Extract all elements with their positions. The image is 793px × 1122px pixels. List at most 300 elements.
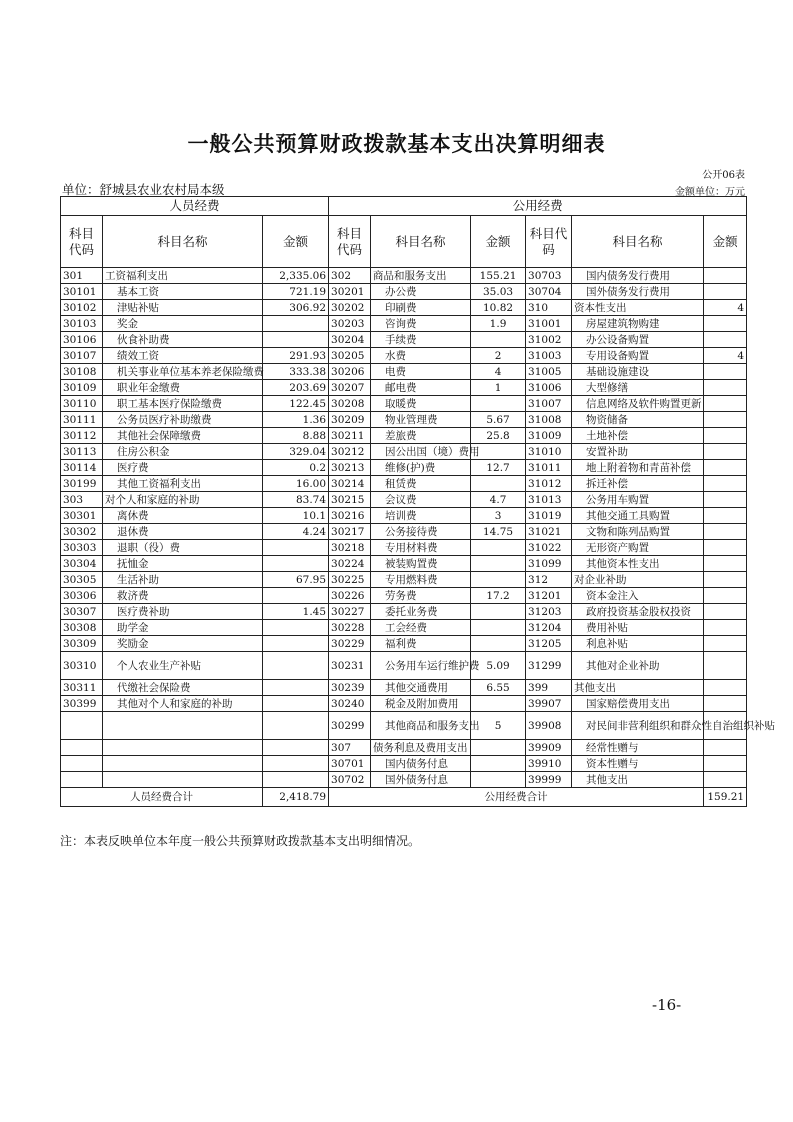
subject-code-cell: 30310 bbox=[61, 652, 103, 680]
amount-cell bbox=[704, 428, 747, 444]
table-row bbox=[61, 268, 747, 284]
subject-code-cell: 30213 bbox=[329, 460, 371, 476]
subject-name-cell: 其他交通费用 bbox=[371, 680, 471, 696]
amount-cell: 8.88 bbox=[263, 428, 329, 444]
subject-name-cell: 国家赔偿费用支出 bbox=[572, 696, 704, 712]
column-header-code: 科目代码 bbox=[526, 216, 572, 268]
subject-name-cell bbox=[103, 740, 263, 756]
subject-code-cell: 30701 bbox=[329, 756, 371, 772]
column-header-amount: 金额 bbox=[704, 216, 747, 268]
amount-cell bbox=[704, 380, 747, 396]
amount-cell bbox=[263, 652, 329, 680]
amount-cell bbox=[471, 540, 526, 556]
amount-cell: 5.09 bbox=[471, 652, 526, 680]
column-header-code: 科目代码 bbox=[329, 216, 371, 268]
unit-label: 单位：舒城县农业农村局本级 bbox=[62, 182, 225, 197]
column-header-name: 科目名称 bbox=[572, 216, 704, 268]
subject-code-cell: 31203 bbox=[526, 604, 572, 620]
subject-name-cell: 拆迁补偿 bbox=[572, 476, 704, 492]
amount-cell: 329.04 bbox=[263, 444, 329, 460]
amount-cell bbox=[704, 696, 747, 712]
form-number: 公开06表 bbox=[702, 170, 745, 181]
subject-code-cell: 301 bbox=[61, 268, 103, 284]
subject-name-cell: 其他社会保障缴费 bbox=[103, 428, 263, 444]
subject-code-cell: 30106 bbox=[61, 332, 103, 348]
subject-code-cell: 30110 bbox=[61, 396, 103, 412]
subject-code-cell: 31005 bbox=[526, 364, 572, 380]
subject-code-cell: 31299 bbox=[526, 652, 572, 680]
subject-code-cell: 30212 bbox=[329, 444, 371, 460]
table-row bbox=[61, 284, 747, 300]
subject-code-cell: 31008 bbox=[526, 412, 572, 428]
subject-code-cell: 30114 bbox=[61, 460, 103, 476]
subject-code-cell: 30204 bbox=[329, 332, 371, 348]
amount-cell: 4 bbox=[704, 300, 747, 316]
subject-name-cell: 公务接待费 bbox=[371, 524, 471, 540]
table-row bbox=[61, 380, 747, 396]
subject-name-cell: 资本性赠与 bbox=[572, 756, 704, 772]
amount-cell: 291.93 bbox=[263, 348, 329, 364]
subject-name-cell: 对民间非营利组织和群众性自治组织补贴 bbox=[572, 712, 704, 740]
column-header-name: 科目名称 bbox=[103, 216, 263, 268]
subject-code-cell: 302 bbox=[329, 268, 371, 284]
amount-cell: 122.45 bbox=[263, 396, 329, 412]
amount-cell bbox=[704, 476, 747, 492]
table-row bbox=[61, 712, 747, 740]
amount-cell bbox=[704, 636, 747, 652]
subject-code-cell: 30308 bbox=[61, 620, 103, 636]
subject-code-cell: 30229 bbox=[329, 636, 371, 652]
amount-cell bbox=[471, 772, 526, 788]
amount-cell bbox=[704, 756, 747, 772]
personnel-total-amount: 2,418.79 bbox=[263, 788, 329, 807]
subject-name-cell: 信息网络及软件购置更新 bbox=[572, 396, 704, 412]
table-row bbox=[61, 540, 747, 556]
subject-code-cell: 399 bbox=[526, 680, 572, 696]
subject-name-cell: 退职（役）费 bbox=[103, 540, 263, 556]
subject-code-cell: 30227 bbox=[329, 604, 371, 620]
subject-name-cell: 其他工资福利支出 bbox=[103, 476, 263, 492]
subject-name-cell: 机关事业单位基本养老保险缴费 bbox=[103, 364, 263, 380]
amount-cell: 4 bbox=[704, 348, 747, 364]
subject-code-cell: 30240 bbox=[329, 696, 371, 712]
amount-cell bbox=[704, 524, 747, 540]
subject-code-cell bbox=[61, 740, 103, 756]
table-row bbox=[61, 460, 747, 476]
subject-code-cell: 30301 bbox=[61, 508, 103, 524]
subject-code-cell: 30211 bbox=[329, 428, 371, 444]
amount-cell bbox=[471, 476, 526, 492]
amount-cell bbox=[263, 620, 329, 636]
amount-cell bbox=[263, 588, 329, 604]
subject-code-cell: 30218 bbox=[329, 540, 371, 556]
subject-name-cell: 因公出国（境）费用 bbox=[371, 444, 471, 460]
amount-unit-label: 金额单位：万元 bbox=[675, 187, 745, 198]
amount-cell bbox=[704, 680, 747, 696]
page-title: 一般公共预算财政拨款基本支出决算明细表 bbox=[187, 131, 606, 156]
amount-cell bbox=[704, 556, 747, 572]
amount-cell bbox=[471, 620, 526, 636]
subject-name-cell: 办公设备购置 bbox=[572, 332, 704, 348]
amount-cell bbox=[704, 396, 747, 412]
subject-name-cell: 资本金注入 bbox=[572, 588, 704, 604]
table-row bbox=[61, 652, 747, 680]
subject-name-cell: 商品和服务支出 bbox=[371, 268, 471, 284]
subject-name-cell: 手续费 bbox=[371, 332, 471, 348]
subject-code-cell: 30304 bbox=[61, 556, 103, 572]
table-row bbox=[61, 332, 747, 348]
subject-name-cell: 办公费 bbox=[371, 284, 471, 300]
subject-name-cell: 水费 bbox=[371, 348, 471, 364]
table-row bbox=[61, 364, 747, 380]
subject-name-cell: 资本性支出 bbox=[572, 300, 704, 316]
subject-code-cell: 303 bbox=[61, 492, 103, 508]
subject-code-cell: 30302 bbox=[61, 524, 103, 540]
subject-code-cell: 30203 bbox=[329, 316, 371, 332]
section-header-public: 公用经费 bbox=[329, 197, 747, 216]
subject-code-cell: 30303 bbox=[61, 540, 103, 556]
amount-cell: 35.03 bbox=[471, 284, 526, 300]
amount-cell: 14.75 bbox=[471, 524, 526, 540]
subject-code-cell: 39999 bbox=[526, 772, 572, 788]
subject-code-cell: 30208 bbox=[329, 396, 371, 412]
subject-code-cell: 30101 bbox=[61, 284, 103, 300]
subject-code-cell: 30113 bbox=[61, 444, 103, 460]
amount-cell: 333.38 bbox=[263, 364, 329, 380]
amount-cell bbox=[704, 604, 747, 620]
table-row bbox=[61, 412, 747, 428]
amount-cell: 306.92 bbox=[263, 300, 329, 316]
subject-name-cell: 职业年金缴费 bbox=[103, 380, 263, 396]
subject-code-cell bbox=[61, 712, 103, 740]
table-row bbox=[61, 300, 747, 316]
subject-code-cell: 30205 bbox=[329, 348, 371, 364]
table-row bbox=[61, 348, 747, 364]
subject-name-cell: 住房公积金 bbox=[103, 444, 263, 460]
totals-row bbox=[61, 788, 747, 807]
amount-cell bbox=[471, 756, 526, 772]
subject-name-cell: 无形资产购置 bbox=[572, 540, 704, 556]
table-row bbox=[61, 572, 747, 588]
subject-name-cell: 大型修缮 bbox=[572, 380, 704, 396]
subject-code-cell: 30102 bbox=[61, 300, 103, 316]
subject-name-cell: 对个人和家庭的补助 bbox=[103, 492, 263, 508]
subject-code-cell: 30224 bbox=[329, 556, 371, 572]
subject-name-cell: 福利费 bbox=[371, 636, 471, 652]
amount-cell bbox=[263, 680, 329, 696]
amount-cell bbox=[704, 284, 747, 300]
subject-code-cell bbox=[61, 756, 103, 772]
table-row bbox=[61, 316, 747, 332]
subject-name-cell: 印刷费 bbox=[371, 300, 471, 316]
table-row bbox=[61, 636, 747, 652]
amount-cell: 4.24 bbox=[263, 524, 329, 540]
subject-code-cell: 31201 bbox=[526, 588, 572, 604]
amount-cell: 1.45 bbox=[263, 604, 329, 620]
amount-cell bbox=[704, 332, 747, 348]
amount-cell bbox=[471, 604, 526, 620]
subject-name-cell: 工会经费 bbox=[371, 620, 471, 636]
amount-cell: 4.7 bbox=[471, 492, 526, 508]
subject-name-cell: 津贴补贴 bbox=[103, 300, 263, 316]
subject-code-cell: 30111 bbox=[61, 412, 103, 428]
amount-cell bbox=[471, 740, 526, 756]
subject-name-cell: 债务利息及费用支出 bbox=[371, 740, 471, 756]
amount-cell: 5 bbox=[471, 712, 526, 740]
subject-name-cell: 取暖费 bbox=[371, 396, 471, 412]
amount-cell bbox=[471, 696, 526, 712]
subject-name-cell: 离休费 bbox=[103, 508, 263, 524]
subject-name-cell: 物资储备 bbox=[572, 412, 704, 428]
table-row bbox=[61, 620, 747, 636]
amount-cell bbox=[471, 556, 526, 572]
subject-code-cell: 30209 bbox=[329, 412, 371, 428]
subject-code-cell: 30199 bbox=[61, 476, 103, 492]
subject-code-cell: 30703 bbox=[526, 268, 572, 284]
subject-name-cell: 退休费 bbox=[103, 524, 263, 540]
subject-code-cell: 30311 bbox=[61, 680, 103, 696]
amount-cell: 203.69 bbox=[263, 380, 329, 396]
amount-cell bbox=[704, 460, 747, 476]
public-total-amount: 159.21 bbox=[704, 788, 747, 807]
subject-name-cell: 助学金 bbox=[103, 620, 263, 636]
column-header-code: 科目代码 bbox=[61, 216, 103, 268]
amount-cell bbox=[471, 396, 526, 412]
subject-code-cell: 30228 bbox=[329, 620, 371, 636]
amount-cell bbox=[263, 696, 329, 712]
subject-name-cell: 国外债务付息 bbox=[371, 772, 471, 788]
subject-name-cell: 奖金 bbox=[103, 316, 263, 332]
subject-name-cell: 职工基本医疗保险缴费 bbox=[103, 396, 263, 412]
subject-name-cell: 专用设备购置 bbox=[572, 348, 704, 364]
table-row bbox=[61, 444, 747, 460]
subject-name-cell: 对企业补助 bbox=[572, 572, 704, 588]
subject-name-cell: 其他商品和服务支出 bbox=[371, 712, 471, 740]
table-row bbox=[61, 756, 747, 772]
subject-name-cell: 税金及附加费用 bbox=[371, 696, 471, 712]
subject-code-cell: 30704 bbox=[526, 284, 572, 300]
subject-code-cell: 31019 bbox=[526, 508, 572, 524]
subject-name-cell: 安置补助 bbox=[572, 444, 704, 460]
subject-name-cell: 救济费 bbox=[103, 588, 263, 604]
amount-cell: 6.55 bbox=[471, 680, 526, 696]
subject-name-cell: 费用补贴 bbox=[572, 620, 704, 636]
subject-name-cell: 劳务费 bbox=[371, 588, 471, 604]
personnel-total-label: 人员经费合计 bbox=[61, 788, 263, 807]
subject-name-cell: 专用材料费 bbox=[371, 540, 471, 556]
footnote: 注：本表反映单位本年度一般公共预算财政拨款基本支出明细情况。 bbox=[60, 834, 421, 848]
subject-code-cell: 30215 bbox=[329, 492, 371, 508]
subject-name-cell: 文物和陈列品购置 bbox=[572, 524, 704, 540]
subject-code-cell: 30399 bbox=[61, 696, 103, 712]
table-row bbox=[61, 680, 747, 696]
amount-cell: 2 bbox=[471, 348, 526, 364]
amount-cell bbox=[263, 712, 329, 740]
subject-code-cell: 30306 bbox=[61, 588, 103, 604]
subject-code-cell: 30231 bbox=[329, 652, 371, 680]
amount-cell bbox=[263, 636, 329, 652]
subject-name-cell: 其他对企业补助 bbox=[572, 652, 704, 680]
table-row bbox=[61, 476, 747, 492]
subject-name-cell: 利息补贴 bbox=[572, 636, 704, 652]
subject-code-cell: 30103 bbox=[61, 316, 103, 332]
subject-code-cell: 30305 bbox=[61, 572, 103, 588]
amount-cell bbox=[471, 332, 526, 348]
subject-code-cell: 31022 bbox=[526, 540, 572, 556]
table-row bbox=[61, 556, 747, 572]
subject-code-cell: 31003 bbox=[526, 348, 572, 364]
subject-code-cell: 39908 bbox=[526, 712, 572, 740]
amount-cell: 5.67 bbox=[471, 412, 526, 428]
subject-name-cell bbox=[103, 756, 263, 772]
subject-code-cell: 30307 bbox=[61, 604, 103, 620]
subject-code-cell: 307 bbox=[329, 740, 371, 756]
subject-code-cell: 30225 bbox=[329, 572, 371, 588]
subject-name-cell: 其他支出 bbox=[572, 680, 704, 696]
subject-name-cell: 土地补偿 bbox=[572, 428, 704, 444]
subject-code-cell: 30109 bbox=[61, 380, 103, 396]
subject-code-cell: 39907 bbox=[526, 696, 572, 712]
subject-name-cell: 物业管理费 bbox=[371, 412, 471, 428]
subject-code-cell: 30108 bbox=[61, 364, 103, 380]
amount-cell bbox=[704, 620, 747, 636]
amount-cell: 1 bbox=[471, 380, 526, 396]
column-header-amount: 金额 bbox=[471, 216, 526, 268]
amount-cell: 83.74 bbox=[263, 492, 329, 508]
subject-name-cell: 差旅费 bbox=[371, 428, 471, 444]
subject-code-cell: 30216 bbox=[329, 508, 371, 524]
table-row bbox=[61, 396, 747, 412]
table-row bbox=[61, 428, 747, 444]
subject-name-cell: 其他对个人和家庭的补助 bbox=[103, 696, 263, 712]
subject-name-cell: 生活补助 bbox=[103, 572, 263, 588]
subject-code-cell: 31010 bbox=[526, 444, 572, 460]
subject-name-cell: 培训费 bbox=[371, 508, 471, 524]
subject-name-cell: 国外债务发行费用 bbox=[572, 284, 704, 300]
subject-name-cell: 医疗费补助 bbox=[103, 604, 263, 620]
amount-cell bbox=[704, 508, 747, 524]
subject-code-cell: 31012 bbox=[526, 476, 572, 492]
subject-name-cell: 维修(护)费 bbox=[371, 460, 471, 476]
table-row bbox=[61, 604, 747, 620]
subject-name-cell: 工资福利支出 bbox=[103, 268, 263, 284]
amount-cell: 10.1 bbox=[263, 508, 329, 524]
subject-name-cell: 邮电费 bbox=[371, 380, 471, 396]
subject-code-cell: 30112 bbox=[61, 428, 103, 444]
table-row bbox=[61, 588, 747, 604]
subject-name-cell: 伙食补助费 bbox=[103, 332, 263, 348]
subject-code-cell: 30309 bbox=[61, 636, 103, 652]
subject-code-cell: 31007 bbox=[526, 396, 572, 412]
subject-code-cell: 31006 bbox=[526, 380, 572, 396]
amount-cell: 1.9 bbox=[471, 316, 526, 332]
subject-name-cell bbox=[103, 712, 263, 740]
amount-cell bbox=[704, 652, 747, 680]
table-row bbox=[61, 740, 747, 756]
table-row bbox=[61, 696, 747, 712]
amount-cell bbox=[704, 268, 747, 284]
subject-name-cell bbox=[103, 772, 263, 788]
subject-code-cell: 30214 bbox=[329, 476, 371, 492]
amount-cell bbox=[704, 492, 747, 508]
subject-name-cell: 奖励金 bbox=[103, 636, 263, 652]
subject-name-cell: 专用燃料费 bbox=[371, 572, 471, 588]
subject-code-cell: 30299 bbox=[329, 712, 371, 740]
subject-code-cell: 30239 bbox=[329, 680, 371, 696]
amount-cell: 1.36 bbox=[263, 412, 329, 428]
subject-code-cell: 30207 bbox=[329, 380, 371, 396]
amount-cell: 12.7 bbox=[471, 460, 526, 476]
subject-code-cell: 31013 bbox=[526, 492, 572, 508]
subject-name-cell: 国内债务发行费用 bbox=[572, 268, 704, 284]
subject-name-cell: 租赁费 bbox=[371, 476, 471, 492]
section-header-personnel: 人员经费 bbox=[61, 197, 329, 216]
amount-cell bbox=[263, 316, 329, 332]
subject-name-cell: 经常性赠与 bbox=[572, 740, 704, 756]
amount-cell: 4 bbox=[471, 364, 526, 380]
amount-cell: 3 bbox=[471, 508, 526, 524]
subject-code-cell: 30226 bbox=[329, 588, 371, 604]
subject-code-cell: 39909 bbox=[526, 740, 572, 756]
subject-name-cell: 政府投资基金股权投资 bbox=[572, 604, 704, 620]
subject-name-cell: 个人农业生产补贴 bbox=[103, 652, 263, 680]
subject-code-cell: 30206 bbox=[329, 364, 371, 380]
subject-name-cell: 会议费 bbox=[371, 492, 471, 508]
amount-cell: 155.21 bbox=[471, 268, 526, 284]
subject-name-cell: 其他交通工具购置 bbox=[572, 508, 704, 524]
subject-code-cell: 31204 bbox=[526, 620, 572, 636]
amount-cell: 16.00 bbox=[263, 476, 329, 492]
subject-name-cell: 委托业务费 bbox=[371, 604, 471, 620]
amount-cell bbox=[704, 588, 747, 604]
amount-cell bbox=[263, 772, 329, 788]
amount-cell bbox=[263, 332, 329, 348]
subject-code-cell: 30702 bbox=[329, 772, 371, 788]
subject-code-cell: 31205 bbox=[526, 636, 572, 652]
amount-cell: 721.19 bbox=[263, 284, 329, 300]
table-row bbox=[61, 508, 747, 524]
subject-code-cell: 310 bbox=[526, 300, 572, 316]
subject-code-cell: 30107 bbox=[61, 348, 103, 364]
subject-code-cell: 31002 bbox=[526, 332, 572, 348]
amount-cell bbox=[704, 540, 747, 556]
subject-name-cell: 被装购置费 bbox=[371, 556, 471, 572]
subject-name-cell: 绩效工资 bbox=[103, 348, 263, 364]
expenditure-table bbox=[60, 196, 776, 807]
subject-code-cell: 30217 bbox=[329, 524, 371, 540]
table-row bbox=[61, 772, 747, 788]
subject-code-cell: 31009 bbox=[526, 428, 572, 444]
amount-cell bbox=[704, 412, 747, 428]
subject-code-cell: 31001 bbox=[526, 316, 572, 332]
subject-name-cell: 其他支出 bbox=[572, 772, 704, 788]
subject-name-cell: 国内债务付息 bbox=[371, 756, 471, 772]
amount-cell bbox=[263, 556, 329, 572]
subject-code-cell: 39910 bbox=[526, 756, 572, 772]
amount-cell bbox=[471, 636, 526, 652]
page-number: -16- bbox=[652, 996, 682, 1014]
amount-cell bbox=[263, 740, 329, 756]
amount-cell: 0.2 bbox=[263, 460, 329, 476]
table-row bbox=[61, 524, 747, 540]
subject-code-cell: 30202 bbox=[329, 300, 371, 316]
amount-cell bbox=[471, 572, 526, 588]
subject-code-cell: 31021 bbox=[526, 524, 572, 540]
amount-cell bbox=[704, 444, 747, 460]
subject-name-cell: 公务用车运行维护费 bbox=[371, 652, 471, 680]
subject-name-cell: 抚恤金 bbox=[103, 556, 263, 572]
subject-code-cell: 312 bbox=[526, 572, 572, 588]
